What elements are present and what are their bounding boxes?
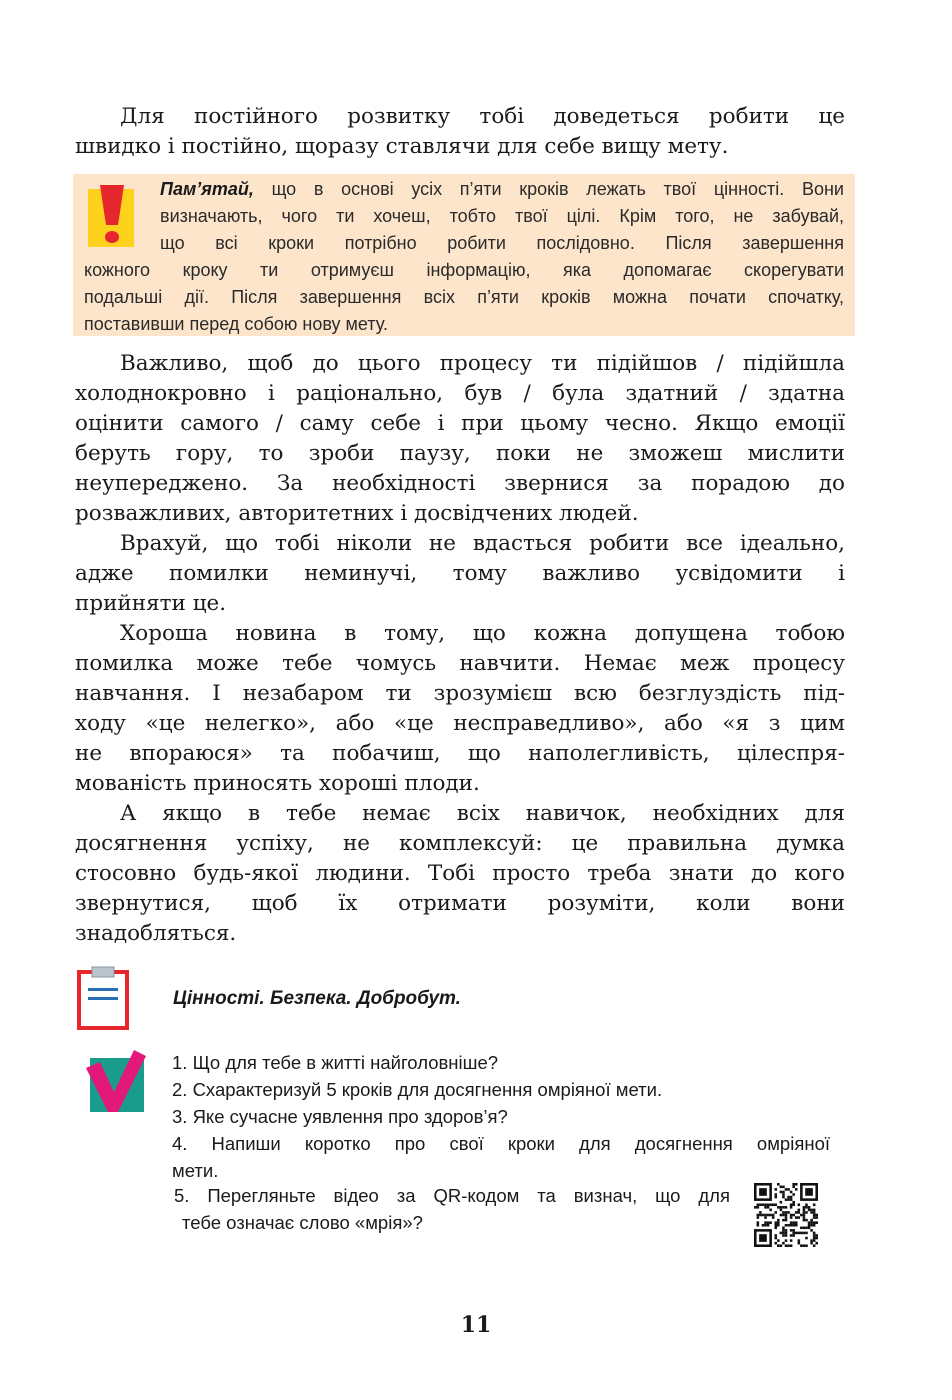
body-line-1: Важливо, щоб до цього процесу ти підійшов / підійшла bbox=[120, 351, 845, 376]
body-line-6: розважливих, авторитетних і досвідчених людей. bbox=[75, 501, 639, 526]
question-5-cont: тебе означає слово «мрія»? bbox=[182, 1212, 423, 1233]
body-line-16: А якщо в тебе немає всіх навичок, необхідних для bbox=[120, 801, 845, 826]
intro-line-1: Для постійного розвитку тобі доведеться робити це bbox=[120, 104, 845, 129]
body-line-5: неупереджено. За необхідності звернися за порадою до bbox=[75, 471, 845, 496]
note-line-3: що всі кроки потрібно робити послідовно. Після завершення bbox=[160, 233, 844, 253]
body-line-14: не впораюся» та побачиш, що наполегливість, цілеспря- bbox=[75, 741, 845, 766]
note-line-6: поставивши перед собою нову мету. bbox=[84, 314, 388, 334]
page-number: 11 bbox=[460, 1312, 492, 1338]
body-line-12: навчання. І незабаром ти зрозумієш всю безглуздість під- bbox=[75, 681, 845, 706]
exclamation-icon bbox=[86, 181, 138, 251]
clipboard-icon bbox=[76, 966, 132, 1030]
question-4-cont: мети. bbox=[172, 1160, 219, 1181]
body-line-7: Врахуй, що тобі ніколи не вдасться робити все ідеально, bbox=[120, 531, 845, 556]
body-line-4: беруть гору, то зроби паузу, поки не зможеш мислити bbox=[75, 441, 845, 466]
body-line-9: прийняти це. bbox=[75, 591, 227, 616]
note-first: що в основі усіх п’яти кроків лежать твої цінності. Вони bbox=[253, 179, 844, 199]
qr-code[interactable] bbox=[754, 1183, 818, 1247]
body-line-13: ходу «це нелегко», або «це несправедливо», або «я з цим bbox=[75, 711, 845, 736]
body-line-3: оцінити самого / саму себе і при цьому чесно. Якщо емоції bbox=[75, 411, 845, 436]
body-line-17: досягнення успіху, не комплексуй: це правильна думка bbox=[75, 831, 845, 856]
question-2: 2. Схарактеризуй 5 кроків для досягнення омріяної мети. bbox=[172, 1079, 663, 1100]
question-4: 4. Напиши коротко про свої кроки для досягнення омріяної bbox=[172, 1133, 830, 1154]
body-line-18: стосовно будь-якої людини. Тобі просто треба знати до кого bbox=[75, 861, 845, 886]
note-line-2: визначають, чого ти хочеш, тобто твої цілі. Крім того, не забувай, bbox=[160, 206, 844, 226]
body-line-19: звернутися, щоб їх отримати розуміти, коли вони bbox=[75, 891, 845, 916]
body-line-10: Хороша новина в тому, що кожна допущена тобою bbox=[120, 621, 845, 646]
question-3: 3. Яке сучасне уявлення про здоров’я? bbox=[172, 1106, 508, 1127]
body-line-8: адже помилки неминучі, тому важливо усвідомити і bbox=[75, 561, 845, 586]
note-line-1 bbox=[160, 176, 844, 203]
note-line-4: кожного кроку ти отримуєш інформацію, яка допомагає скорегувати bbox=[84, 260, 844, 280]
note-line-5: подальші дії. Після завершення всіх п’яти кроків можна почати спочатку, bbox=[84, 287, 844, 307]
body-line-2: холоднокровно і раціонально, був / була здатний / здатна bbox=[75, 381, 845, 406]
intro-line-2: швидко і постійно, щоразу ставлячи для себе вищу мету. bbox=[75, 134, 729, 159]
body-line-20: знадобляться. bbox=[75, 921, 237, 946]
body-line-15: мованість приносять хороші плоди. bbox=[75, 771, 480, 796]
values-heading: Цінності. Безпека. Добробут. bbox=[173, 988, 461, 1009]
question-1: 1. Що для тебе в житті найголовніше? bbox=[172, 1052, 499, 1073]
question-5: 5. Перегляньте відео за QR-кодом та визнач, що для bbox=[174, 1185, 730, 1206]
note-bold: Пам’ятай, bbox=[160, 179, 254, 199]
body-line-11: помилка може тебе чомусь навчити. Немає меж процесу bbox=[75, 651, 845, 676]
checkmark-icon bbox=[86, 1050, 148, 1116]
